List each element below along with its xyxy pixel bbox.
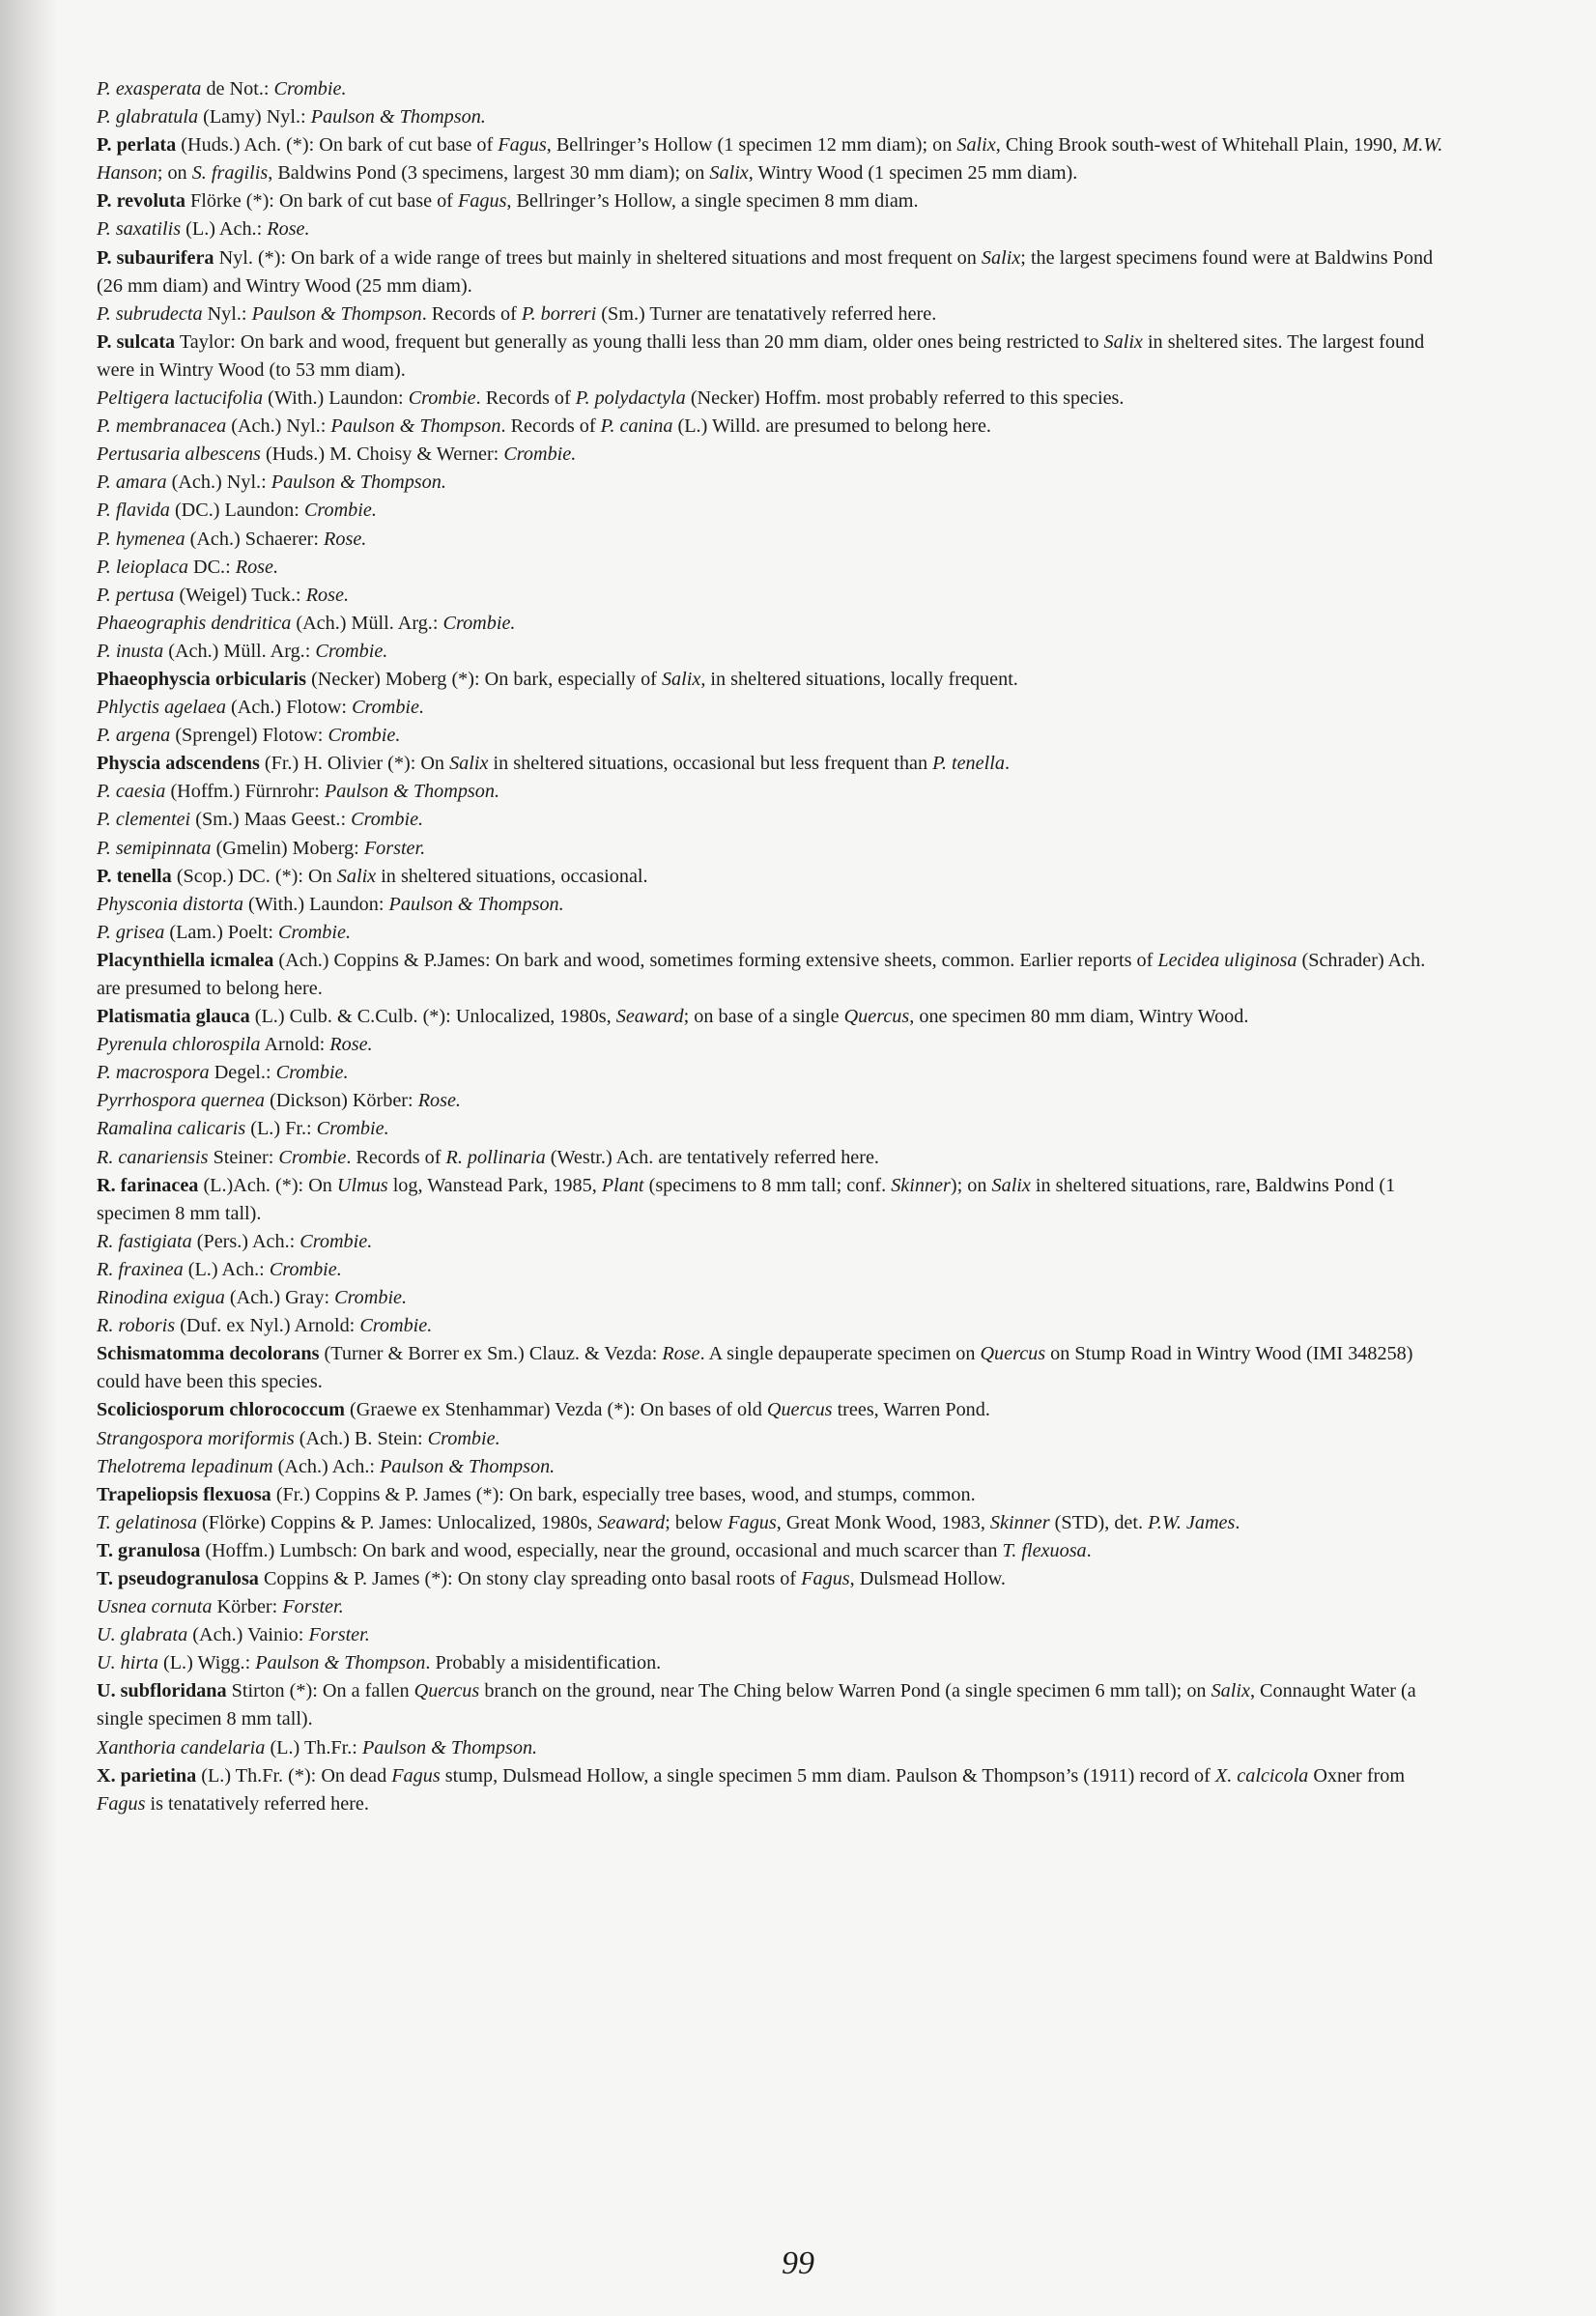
- italic-text: Seaward: [615, 1006, 684, 1028]
- species-entry: [97, 385, 1449, 413]
- entry-text: Arnold:: [260, 1034, 330, 1056]
- italic-text: Crombie.: [334, 1287, 408, 1309]
- italic-text: P. canina: [600, 415, 673, 438]
- entry-text: (Sm.) Turner are tenatatively referred here.: [596, 302, 937, 325]
- species-entry: [97, 1734, 1449, 1762]
- italic-text: P. semipinnata: [97, 837, 212, 859]
- species-entry: [97, 131, 1449, 187]
- italic-text: Fagus: [97, 1792, 146, 1815]
- species-name-bold: U. subfloridana: [97, 1680, 227, 1702]
- entry-text: (STD), det.: [1049, 1511, 1149, 1533]
- entry-text: (Ach.) Ach.:: [272, 1455, 381, 1477]
- species-name-bold: P. perlata: [97, 134, 177, 157]
- entry-text: ); on: [950, 1174, 992, 1196]
- italic-text: P. membranacea: [97, 415, 227, 438]
- italic-text: Paulson & Thompson.: [380, 1455, 556, 1477]
- entry-text: (L.) Th.Fr.:: [265, 1736, 362, 1758]
- italic-text: Forster.: [308, 1624, 370, 1646]
- species-entry: [97, 1256, 1449, 1284]
- entry-text: . Probably a misidentification.: [425, 1652, 662, 1674]
- species-entry: [97, 666, 1449, 694]
- entry-text: on Stump Road in Wintry Wood (IMI 348258) could have been this species.: [97, 1343, 1413, 1393]
- entry-text: (L.) Culb. & C.Culb. (*): Unlocalized, 1980s,: [249, 1006, 616, 1028]
- italic-text: Paulson & Thompson.: [324, 781, 500, 803]
- entry-text: , Bellringer’s Hollow, a single specimen 8 mm diam.: [506, 190, 919, 213]
- italic-text: Rose.: [235, 556, 279, 578]
- italic-text: P.W. James: [1148, 1511, 1236, 1533]
- italic-text: Crombie.: [278, 921, 351, 943]
- entry-text: (Westr.) Ach. are tentatively referred here.: [545, 1146, 879, 1168]
- entry-text: , one specimen 80 mm diam, Wintry Wood.: [909, 1006, 1249, 1028]
- entry-text: (With.) Laundon:: [242, 893, 389, 915]
- entry-text: in sheltered situations, occasional but less frequent than: [488, 753, 933, 775]
- entry-text: . Records of: [421, 302, 522, 325]
- italic-text: U. hirta: [97, 1652, 158, 1674]
- species-entry: [97, 469, 1449, 497]
- entry-text: , Wintry Wood (1 specimen 25 mm diam).: [748, 162, 1078, 185]
- species-name-bold: Scoliciosporum chlorococcum: [97, 1399, 345, 1421]
- entry-text: (L.) Ach.:: [181, 218, 268, 241]
- italic-text: U. glabrata: [97, 1624, 188, 1646]
- species-entry: [97, 1228, 1449, 1256]
- species-entry: [97, 329, 1449, 385]
- entry-text: (Sm.) Maas Geest.:: [190, 809, 352, 831]
- species-name-bold: Physcia adscendens: [97, 753, 260, 775]
- entry-text: (Huds.) Ach. (*): On bark of cut base of: [176, 134, 499, 157]
- italic-text: Crombie.: [359, 1315, 433, 1337]
- italic-text: X. calcicola: [1214, 1764, 1309, 1787]
- entry-text: Flörke (*): On bark of cut base of: [185, 190, 458, 213]
- italic-text: M.W. Hanson: [97, 134, 1443, 185]
- entry-text: (Gmelin) Moberg:: [211, 837, 364, 859]
- species-entry: [97, 891, 1449, 919]
- entry-text: trees, Warren Pond.: [832, 1399, 990, 1421]
- italic-text: Strangospora moriformis: [97, 1427, 295, 1449]
- entry-text: Degel.:: [209, 1062, 276, 1084]
- italic-text: Paulson & Thompson: [255, 1652, 426, 1674]
- entry-text: , Dulsmead Hollow.: [849, 1567, 1006, 1589]
- entry-text: (Scop.) DC. (*): On: [171, 865, 337, 887]
- italic-text: Peltigera lactucifolia: [97, 387, 264, 410]
- entry-text: (L.) Wigg.:: [157, 1652, 256, 1674]
- entry-text: , in sheltered situations, locally frequent.: [700, 668, 1018, 690]
- entry-text: (Fr.) Coppins & P. James (*): On bark, especially tree bases, wood, and stumps, common.: [271, 1483, 976, 1505]
- species-entry: [97, 1003, 1449, 1031]
- species-name-bold: Platismatia glauca: [97, 1006, 250, 1028]
- italic-text: Quercus: [843, 1006, 910, 1028]
- italic-text: Seaward: [597, 1511, 666, 1533]
- entry-text: .: [1004, 753, 1010, 775]
- entry-text: (Ach.) Schaerer:: [185, 528, 325, 550]
- entry-text: (Huds.) M. Choisy & Werner:: [260, 443, 504, 466]
- entry-text: , Ching Brook south-west of Whitehall Plain, 1990,: [995, 134, 1403, 157]
- entry-text: (DC.) Laundon:: [169, 500, 304, 522]
- italic-text: Ramalina calicaris: [97, 1118, 246, 1140]
- entry-text: (Hoffm.) Lumbsch: On bark and wood, especially, near the ground, occasional and much scarcer than: [200, 1539, 1003, 1561]
- italic-text: S. fragilis: [191, 162, 269, 185]
- species-entry: [97, 187, 1449, 215]
- entry-text: branch on the ground, near The Ching below Warren Pond (a single specimen 6 mm tall); on: [479, 1680, 1211, 1702]
- species-name-bold: Placynthiella icmalea: [97, 949, 274, 971]
- entry-text: ; below: [665, 1511, 728, 1533]
- italic-text: Crombie.: [503, 443, 577, 466]
- entry-text: de Not.:: [201, 78, 274, 100]
- italic-text: P. flavida: [97, 500, 170, 522]
- italic-text: Crombie.: [352, 697, 425, 719]
- entry-text: (Ach.) Nyl.:: [226, 415, 331, 438]
- italic-text: Crombie: [408, 387, 476, 410]
- italic-text: Quercus: [766, 1399, 833, 1421]
- italic-text: Plant: [601, 1174, 644, 1196]
- italic-text: Rose.: [329, 1034, 373, 1056]
- italic-text: P. caesia: [97, 781, 166, 803]
- entry-text: (Turner & Borrer ex Sm.) Clauz. & Vezda:: [319, 1343, 663, 1365]
- entry-text: . Records of: [475, 387, 576, 410]
- italic-text: Quercus: [980, 1343, 1046, 1365]
- species-entry: [97, 441, 1449, 469]
- entry-text: (Necker) Hoffm. most probably referred to this species.: [685, 387, 1125, 410]
- italic-text: P. grisea: [97, 921, 165, 943]
- entry-text: DC.:: [187, 556, 236, 578]
- italic-text: P. inusta: [97, 640, 164, 662]
- species-entry: [97, 1509, 1449, 1537]
- species-entry: [97, 75, 1449, 103]
- italic-text: Fagus: [727, 1511, 777, 1533]
- entry-text: Steiner:: [208, 1146, 279, 1168]
- italic-text: Paulson & Thompson.: [310, 106, 486, 129]
- italic-text: Rose.: [305, 584, 350, 606]
- entry-text: Stirton (*): On a fallen: [226, 1680, 414, 1702]
- italic-text: Fagus: [801, 1567, 850, 1589]
- species-entry: [97, 947, 1449, 1003]
- italic-text: P. argena: [97, 725, 171, 747]
- entry-text: (L.) Th.Fr. (*): On dead: [196, 1764, 392, 1787]
- entry-text: . Records of: [346, 1146, 446, 1168]
- italic-text: P. leioplaca: [97, 556, 188, 578]
- italic-text: P. clementei: [97, 809, 191, 831]
- italic-text: T. gelatinosa: [97, 1511, 197, 1533]
- italic-text: P. hymenea: [97, 528, 185, 550]
- entry-text: stump, Dulsmead Hollow, a single specimen 5 mm diam. Paulson & Thompson’s (1911) record of: [440, 1764, 1215, 1787]
- species-entry: [97, 1172, 1449, 1228]
- italic-text: Crombie.: [427, 1427, 500, 1449]
- entry-text: .: [1235, 1511, 1240, 1533]
- species-entry: [97, 497, 1449, 525]
- entry-text: ; on: [157, 162, 192, 185]
- entry-text: .: [1086, 1539, 1092, 1561]
- italic-text: Salix: [1211, 1680, 1250, 1702]
- italic-text: Crombie.: [303, 500, 377, 522]
- species-entry: [97, 1425, 1449, 1453]
- entry-text: (Pers.) Ach.:: [191, 1230, 300, 1252]
- italic-text: T. flexuosa: [1002, 1539, 1087, 1561]
- italic-text: Salix: [956, 134, 996, 157]
- species-name-bold: Phaeophyscia orbicularis: [97, 668, 307, 690]
- entry-text: Nyl.:: [202, 302, 252, 325]
- italic-text: Crombie.: [328, 725, 401, 747]
- italic-text: Crombie.: [273, 78, 347, 100]
- species-name-bold: P. revoluta: [97, 190, 185, 213]
- italic-text: Rose.: [324, 528, 367, 550]
- italic-text: P. borreri: [521, 302, 597, 325]
- italic-text: P. subrudecta: [97, 302, 203, 325]
- italic-text: P. glabratula: [97, 106, 199, 129]
- species-entry: [97, 1087, 1449, 1115]
- entry-text: ; on base of a single: [683, 1006, 844, 1028]
- species-name-bold: T. pseudogranulosa: [97, 1567, 259, 1589]
- species-entry: [97, 750, 1449, 778]
- italic-text: P. saxatilis: [97, 218, 182, 241]
- species-entry: [97, 610, 1449, 638]
- species-entry: [97, 1144, 1449, 1172]
- entry-text: (L.)Ach. (*): On: [198, 1174, 337, 1196]
- entry-text: ; the largest specimens found were at Baldwins Pond (26 mm diam) and Wintry Wood (25 mm diam).: [97, 246, 1434, 297]
- italic-text: Paulson & Thompson.: [271, 472, 446, 494]
- italic-text: R. roboris: [97, 1315, 176, 1337]
- species-entry: [97, 103, 1449, 131]
- italic-text: Xanthoria candelaria: [97, 1736, 266, 1758]
- italic-text: Quercus: [413, 1680, 480, 1702]
- species-name-bold: T. granulosa: [97, 1539, 201, 1561]
- species-entry: [97, 554, 1449, 582]
- entry-text: (specimens to 8 mm tall; conf.: [643, 1174, 892, 1196]
- italic-text: Fagus: [457, 190, 507, 213]
- italic-text: Fagus: [498, 134, 547, 157]
- species-entry: [97, 413, 1449, 441]
- species-entry: [97, 806, 1449, 834]
- species-entry: [97, 1762, 1449, 1818]
- italic-text: Crombie.: [269, 1258, 342, 1280]
- entry-text: in sheltered situations, rare, Baldwins Pond (1 specimen 8 mm tall).: [97, 1174, 1396, 1224]
- italic-text: R. canariensis: [97, 1146, 209, 1168]
- entry-text: (Dickson) Körber:: [265, 1090, 418, 1112]
- entry-text: (Weigel) Tuck.:: [174, 584, 306, 606]
- species-name-bold: P. tenella: [97, 865, 172, 887]
- entry-text: (Ach.) Coppins & P.James: On bark and wood, sometimes forming extensive sheets, common. Earlier reports of: [273, 949, 1158, 971]
- species-entry: [97, 694, 1449, 722]
- entry-text: (Ach.) Flotow:: [225, 697, 353, 719]
- italic-text: R. pollinaria: [445, 1146, 546, 1168]
- species-entry: [97, 778, 1449, 806]
- italic-text: Rinodina exigua: [97, 1287, 225, 1309]
- entry-text: (Ach.) B. Stein:: [294, 1427, 428, 1449]
- entry-text: Körber:: [212, 1596, 283, 1618]
- italic-text: Forster.: [363, 837, 426, 859]
- species-name-bold: P. sulcata: [97, 330, 176, 353]
- entry-text: (Hoffm.) Fürnrohr:: [165, 781, 325, 803]
- entry-text: (Schrader) Ach. are presumed to belong here.: [97, 949, 1426, 999]
- entry-text: (Ach.) Gray:: [224, 1287, 335, 1309]
- italic-text: P. polydactyla: [575, 387, 686, 410]
- species-entry: [97, 526, 1449, 554]
- italic-text: P. exasperata: [97, 78, 202, 100]
- species-entry: [97, 1621, 1449, 1649]
- entry-text: (L.) Willd. are presumed to belong here.: [672, 415, 991, 438]
- species-name-bold: Trapeliopsis flexuosa: [97, 1483, 271, 1505]
- entry-text: (Fr.) H. Olivier (*): On: [259, 753, 450, 775]
- entry-text: in sheltered situations, occasional.: [376, 865, 648, 887]
- italic-text: P. macrospora: [97, 1062, 210, 1084]
- entry-text: in sheltered sites. The largest found were in Wintry Wood (to 53 mm diam).: [97, 330, 1425, 381]
- species-entry: [97, 582, 1449, 610]
- italic-text: Salix: [449, 753, 489, 775]
- italic-text: Paulson & Thompson: [251, 302, 422, 325]
- species-entry: [97, 863, 1449, 891]
- species-entry: [97, 1031, 1449, 1059]
- italic-text: Rose.: [267, 218, 310, 241]
- entry-text: (With.) Laundon:: [263, 387, 409, 410]
- italic-text: P. amara: [97, 472, 167, 494]
- entry-text: (Necker) Moberg (*): On bark, especially of: [306, 668, 662, 690]
- species-entry: [97, 1565, 1449, 1593]
- species-entry: [97, 1453, 1449, 1481]
- species-entry: [97, 1593, 1449, 1621]
- species-entry: [97, 1481, 1449, 1509]
- species-name-bold: R. farinacea: [97, 1174, 199, 1196]
- species-name-bold: X. parietina: [97, 1764, 197, 1787]
- italic-text: Crombie.: [351, 809, 424, 831]
- species-entry: [97, 638, 1449, 666]
- italic-text: Fagus: [391, 1764, 441, 1787]
- italic-text: R. fastigiata: [97, 1230, 192, 1252]
- italic-text: Crombie: [278, 1146, 347, 1168]
- species-entry: [97, 1059, 1449, 1087]
- species-entry: [97, 1115, 1449, 1143]
- entry-text: . Records of: [500, 415, 601, 438]
- entry-text: , Baldwins Pond (3 specimens, largest 30 mm diam); on: [268, 162, 710, 185]
- italic-text: Skinner: [891, 1174, 951, 1196]
- italic-text: P. tenella: [932, 753, 1005, 775]
- species-entry: [97, 1396, 1449, 1424]
- italic-text: Salix: [661, 668, 701, 690]
- italic-text: Phlyctis agelaea: [97, 697, 226, 719]
- italic-text: Thelotrema lepadinum: [97, 1455, 273, 1477]
- italic-text: Paulson & Thompson: [330, 415, 501, 438]
- binding-edge-shadow: [0, 0, 58, 2316]
- entry-text: (Sprengel) Flotow:: [170, 725, 328, 747]
- entry-text: , Connaught Water (a single specimen 8 mm tall).: [97, 1680, 1416, 1730]
- italic-text: Lecidea uliginosa: [1157, 949, 1297, 971]
- italic-text: Paulson & Thompson.: [361, 1736, 538, 1758]
- italic-text: Salix: [991, 1174, 1031, 1196]
- italic-text: Pyrrhospora quernea: [97, 1090, 266, 1112]
- species-list: [97, 75, 1449, 1818]
- page-number: 99: [782, 2245, 814, 2281]
- italic-text: Salix: [1103, 330, 1143, 353]
- entry-text: , Bellringer’s Hollow (1 specimen 12 mm diam); on: [546, 134, 957, 157]
- entry-text: (Ach.) Vainio:: [187, 1624, 309, 1646]
- italic-text: Salix: [336, 865, 377, 887]
- species-entry: [97, 1284, 1449, 1312]
- entry-text: Coppins & P. James (*): On stony clay spreading onto basal roots of: [258, 1567, 802, 1589]
- italic-text: R. fraxinea: [97, 1258, 184, 1280]
- entry-text: Taylor: On bark and wood, frequent but generally as young thalli less than 20 mm diam, older ones being restricted to: [175, 330, 1104, 353]
- entry-text: Nyl. (*): On bark of a wide range of trees but mainly in sheltered situations and most frequent on: [214, 246, 982, 269]
- species-entry: [97, 1537, 1449, 1565]
- italic-text: Salix: [981, 246, 1021, 269]
- species-entry: [97, 300, 1449, 329]
- italic-text: Usnea cornuta: [97, 1596, 213, 1618]
- species-entry: [97, 244, 1449, 300]
- species-entry: [97, 215, 1449, 243]
- italic-text: Skinner: [989, 1511, 1050, 1533]
- entry-text: , Great Monk Wood, 1983,: [776, 1511, 990, 1533]
- entry-text: (Ach.) Müll. Arg.:: [163, 640, 316, 662]
- entry-text: (Ach.) Müll. Arg.:: [291, 612, 443, 634]
- italic-text: Crombie.: [442, 612, 516, 634]
- italic-text: Paulson & Thompson.: [388, 893, 564, 915]
- entry-text: log, Wanstead Park, 1985,: [387, 1174, 602, 1196]
- italic-text: Salix: [709, 162, 749, 185]
- italic-text: Rose.: [417, 1090, 461, 1112]
- species-name-bold: Schismatomma decolorans: [97, 1343, 320, 1365]
- species-entry: [97, 722, 1449, 750]
- entry-text: (Lam.) Poelt:: [164, 921, 279, 943]
- entry-text: (L.) Ach.:: [183, 1258, 270, 1280]
- italic-text: Rose: [662, 1343, 700, 1365]
- italic-text: Crombie.: [299, 1230, 373, 1252]
- italic-text: Ulmus: [336, 1174, 388, 1196]
- species-entry: [97, 1677, 1449, 1733]
- entry-text: Oxner from: [1308, 1764, 1406, 1787]
- entry-text: is tenatatively referred here.: [145, 1792, 369, 1815]
- italic-text: Crombie.: [275, 1062, 349, 1084]
- species-entry: [97, 919, 1449, 947]
- entry-text: . A single depauperate specimen on: [699, 1343, 981, 1365]
- species-entry: [97, 1340, 1449, 1396]
- italic-text: Pertusaria albescens: [97, 443, 261, 466]
- italic-text: Phaeographis dendritica: [97, 612, 292, 634]
- species-entry: [97, 835, 1449, 863]
- entry-text: (Graewe ex Stenhammar) Vezda (*): On bases of old: [345, 1399, 767, 1421]
- italic-text: Physconia distorta: [97, 893, 243, 915]
- italic-text: Pyrenula chlorospila: [97, 1034, 261, 1056]
- italic-text: Crombie.: [316, 1118, 389, 1140]
- species-name-bold: P. subaurifera: [97, 246, 214, 269]
- entry-text: (Flörke) Coppins & P. James: Unlocalized, 1980s,: [196, 1511, 598, 1533]
- entry-text: (Duf. ex Nyl.) Arnold:: [175, 1315, 360, 1337]
- entry-text: (Lamy) Nyl.:: [198, 106, 311, 129]
- entry-text: (Ach.) Nyl.:: [166, 472, 271, 494]
- italic-text: P. pertusa: [97, 584, 175, 606]
- italic-text: Crombie.: [315, 640, 388, 662]
- species-entry: [97, 1312, 1449, 1340]
- italic-text: Forster.: [282, 1596, 344, 1618]
- species-entry: [97, 1649, 1449, 1677]
- entry-text: (L.) Fr.:: [245, 1118, 317, 1140]
